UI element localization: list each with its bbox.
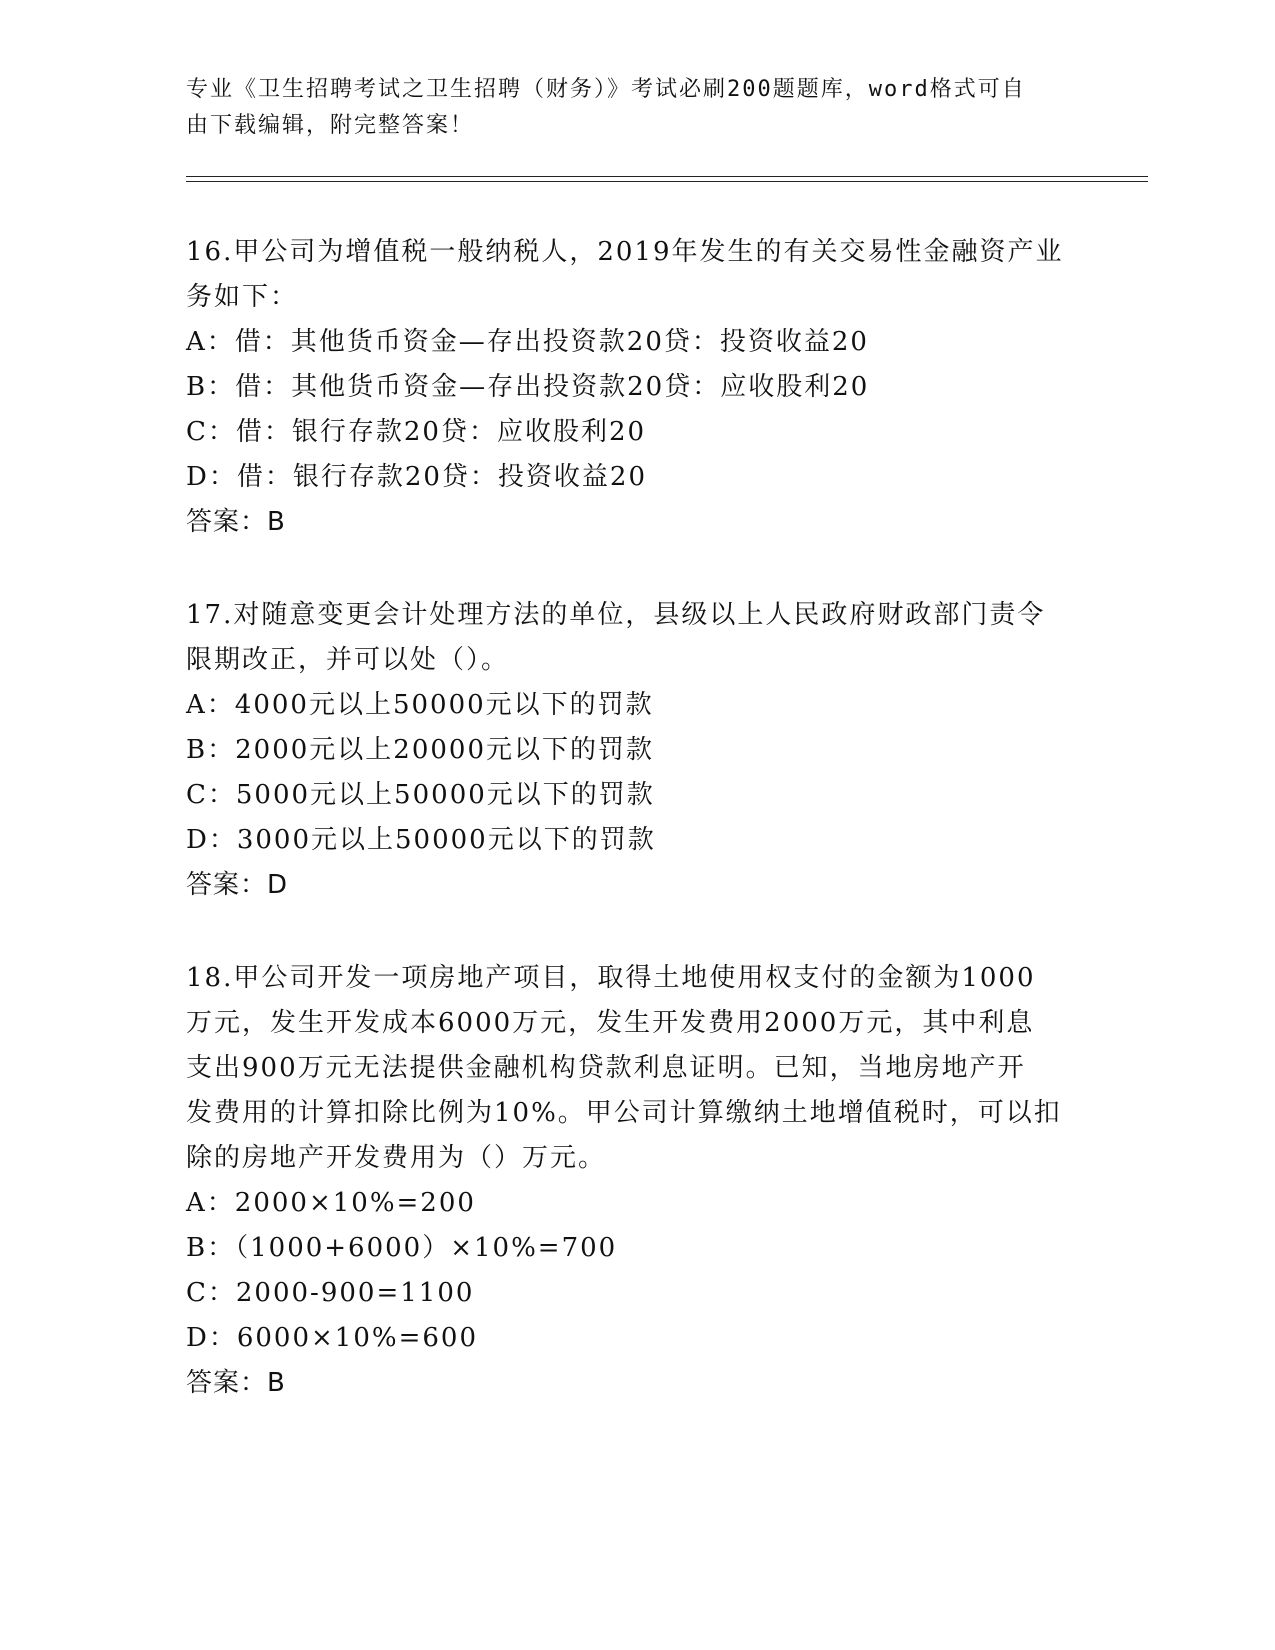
answer: 答案：B <box>186 1368 286 1398</box>
header-line-1: 专业《卫生招聘考试之卫生招聘（财务）》考试必刷200题题库，word格式可自 <box>186 77 1026 102</box>
option-c: C：2000-900=1100 <box>186 1278 475 1308</box>
option-a: A：2000×10%=200 <box>186 1188 476 1218</box>
option-c: C：5000元以上50000元以下的罚款 <box>186 780 655 810</box>
option-d: D：借：银行存款20贷：投资收益20 <box>186 462 648 492</box>
option-b: B：借：其他货币资金—存出投资款20贷：应收股利20 <box>186 372 870 402</box>
question-list <box>186 230 1086 1454</box>
question-text-line: 限期改正，并可以处（）。 <box>186 645 510 675</box>
question-text-line: 务如下： <box>186 282 299 312</box>
question-18 <box>186 956 1086 1406</box>
question-text-line: 支出900万元无法提供金融机构贷款利息证明。已知，当地房地产开 <box>186 1053 1026 1083</box>
question-text-line: 发费用的计算扣除比例为10%。甲公司计算缴纳土地增值税时，可以扣 <box>186 1098 1062 1128</box>
question-16 <box>186 230 1086 545</box>
question-text-line: 除的房地产开发费用为（）万元。 <box>186 1143 607 1173</box>
answer: 答案：B <box>186 507 286 537</box>
question-17 <box>186 593 1086 908</box>
option-d: D：6000×10%=600 <box>186 1323 478 1353</box>
option-d: D：3000元以上50000元以下的罚款 <box>186 825 656 855</box>
option-b: B：（1000+6000）×10%=700 <box>186 1233 618 1263</box>
answer: 答案：D <box>186 870 289 900</box>
option-a: A：4000元以上50000元以下的罚款 <box>186 690 654 720</box>
document-header <box>186 72 1066 144</box>
option-b: B：2000元以上20000元以下的罚款 <box>186 735 654 765</box>
header-divider-bottom <box>186 181 1148 182</box>
option-a: A：借：其他货币资金—存出投资款20贷：投资收益20 <box>186 327 869 357</box>
question-text-line: 17.对随意变更会计处理方法的单位，县级以上人民政府财政部门责令 <box>186 600 1046 630</box>
question-text-line: 18.甲公司开发一项房地产项目，取得土地使用权支付的金额为1000 <box>186 963 1036 993</box>
question-text-line: 万元，发生开发成本6000万元，发生开发费用2000万元，其中利息 <box>186 1008 1035 1038</box>
option-c: C：借：银行存款20贷：应收股利20 <box>186 417 647 447</box>
header-divider-top <box>186 176 1148 177</box>
question-text-line: 16.甲公司为增值税一般纳税人，2019年发生的有关交易性金融资产业 <box>186 237 1064 267</box>
header-line-2: 由下载编辑，附完整答案！ <box>186 113 475 138</box>
